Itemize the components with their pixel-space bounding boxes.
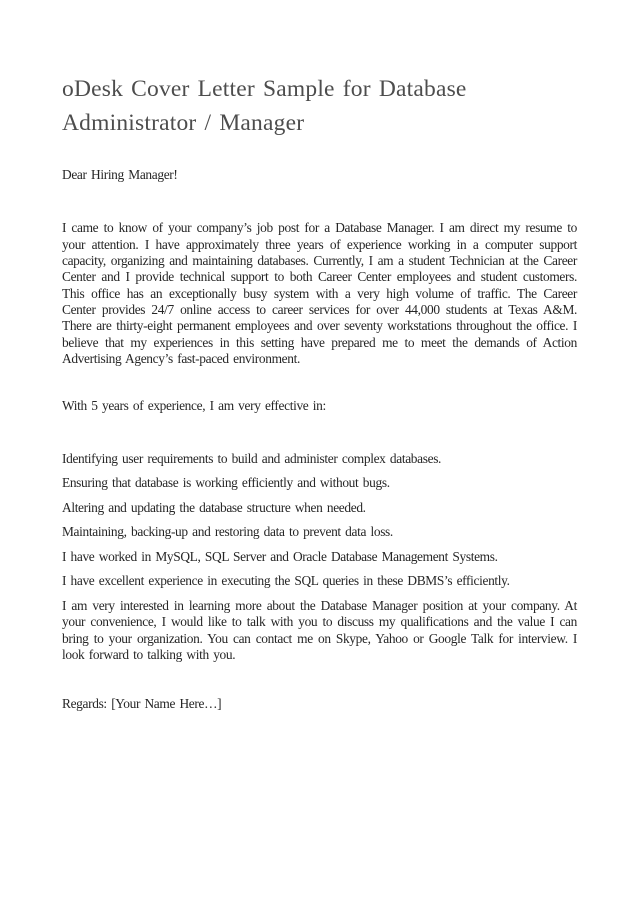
skill-line-identifying: Identifying user requirements to build and administer complex databases.	[62, 450, 442, 466]
intro-paragraph: I came to know of your company’s job post for a Database Manager. I am direct my resume to your attention. I have approximately three years of experience working in a computer support capacity, organizing and maintaining databases. Currently, I am a student Technician at the Career Center and I provide technical support to both Career Center employees and student customers. This office has an exceptionally busy system with a very high volume of traffic. The Career Center provides 24/7 online access to career services for over 44,000 students at Texas A&M. There are thirty-eight permanent employees and over seventy workstations throughout the office. I believe that my experiences in this setting have prepared me to meet the demands of Action Advertising Agency’s fast-paced environment.	[62, 220, 577, 367]
signature-line: Regards: [Your Name Here…]	[62, 696, 222, 712]
skill-line-ensuring: Ensuring that database is working efficiently and without bugs.	[62, 475, 390, 491]
salutation: Dear Hiring Manager!	[62, 167, 178, 182]
skill-line-altering: Altering and updating the database structure when needed.	[62, 499, 366, 515]
skill-line-dbms-experience: I have worked in MySQL, SQL Server and Oracle Database Management Systems.	[62, 548, 498, 564]
skills-list	[62, 451, 577, 590]
document-title: oDesk Cover Letter Sample for Database Administrator / Manager	[62, 76, 467, 136]
skills-intro: With 5 years of experience, I am very effective in:	[62, 398, 326, 414]
closing-paragraph: I am very interested in learning more about the Database Manager position at your company. At your convenience, I would like to talk with you to discuss my qualifications and the value I can bring to your organization. You can contact me on Skype, Yahoo or Google Talk for interview. I look forward to talking with you.	[62, 597, 577, 662]
skill-line-maintaining: Maintaining, backing-up and restoring data to prevent data loss.	[62, 524, 393, 540]
skill-line-sql-queries: I have excellent experience in executing the SQL queries in these DBMS’s efficiently.	[62, 573, 510, 589]
